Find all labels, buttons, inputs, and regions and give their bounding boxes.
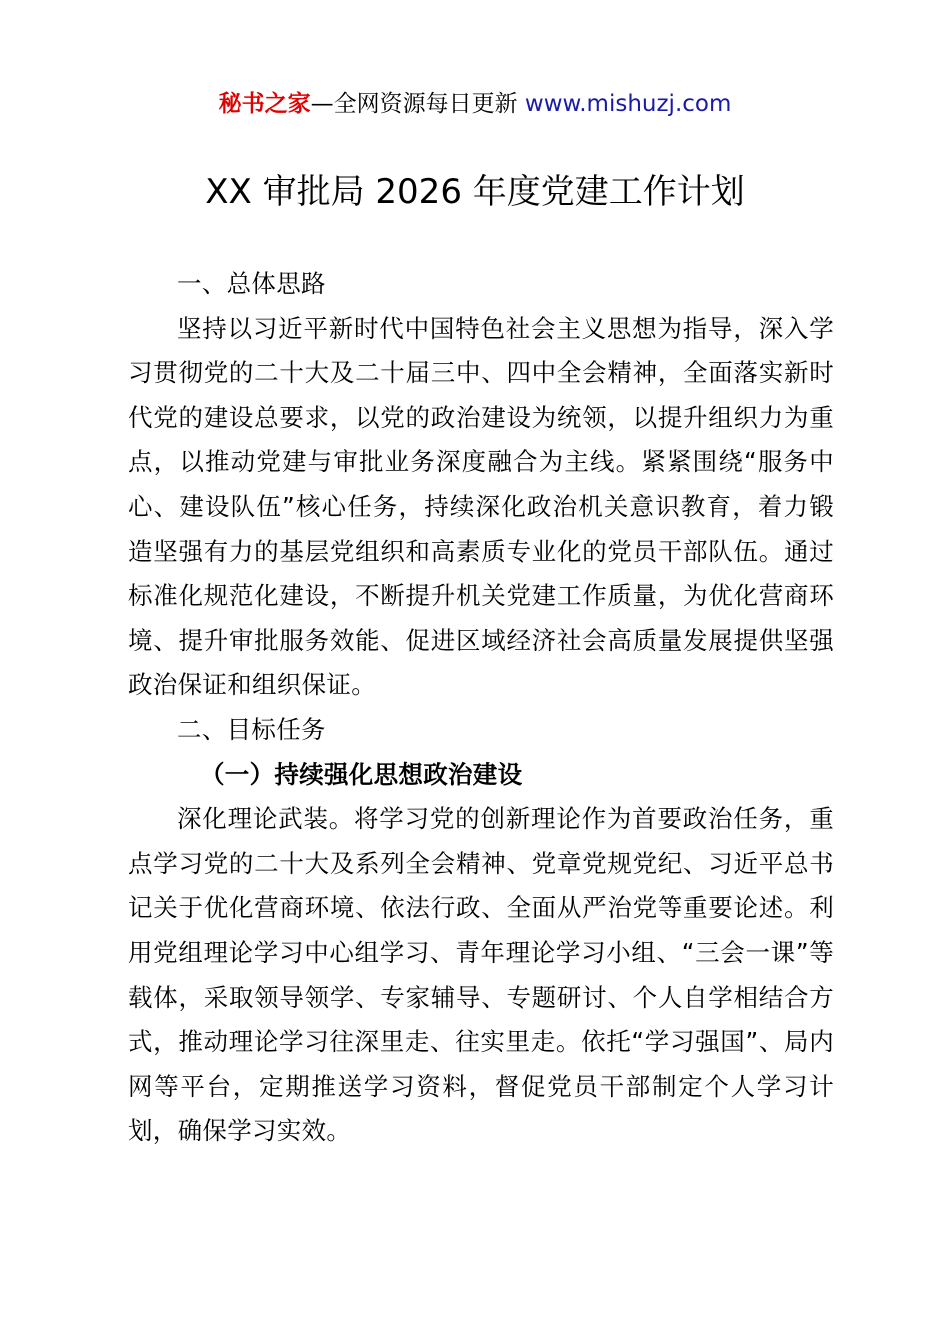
site-url-link[interactable]: www.mishuzj.com [524, 91, 732, 117]
site-header [0, 88, 950, 120]
document-title: XX 审批局 2026 年度党建工作计划 [205, 172, 745, 212]
section-heading-goals-tasks: 二、目标任务 [177, 714, 326, 744]
brand-name: 秘书之家 [218, 91, 311, 117]
document-body [128, 262, 834, 1154]
paragraph-theory-study: 深化理论武装。将学习党的创新理论作为首要政治任务，重点学习党的二十大及系列全会精神、党章党规党纪、习近平总书记关于优化营商环境、依法行政、全面从严治党等重要论述。利用党组理论学习中心组学习、青年理论学习小组、“三会一课”等载体，采取领导领学、专家辅导、专题研讨、个人自学相结合方式，推动理论学习往深里走、往实里走。依托“学习强国”、局内网等平台，定期推送学习资料，督促党员干部制定个人学习计划，确保学习实效。 [128, 804, 834, 1146]
header-slogan: —全网资源每日更新 [310, 91, 525, 117]
subsection-heading-political-building: （一）持续强化思想政治建设 [200, 759, 523, 789]
section-heading-overall-approach: 一、总体思路 [177, 269, 326, 298]
paragraph-overall-approach: 坚持以习近平新时代中国特色社会主义思想为指导，深入学习贯彻党的二十大及二十届三中、四中全会精神，全面落实新时代党的建设总要求，以党的政治建设为统领，以提升组织力为重点，以推动党建与审批业务深度融合为主线。紧紧围绕“服务中心、建设队伍”核心任务，持续深化政治机关意识教育，着力锻造坚强有力的基层党组织和高素质专业化的党员干部队伍。通过标准化规范化建设，不断提升机关党建工作质量，为优化营商环境、提升审批服务效能、促进区域经济社会高质量发展提供坚强政治保证和组织保证。 [128, 313, 834, 700]
